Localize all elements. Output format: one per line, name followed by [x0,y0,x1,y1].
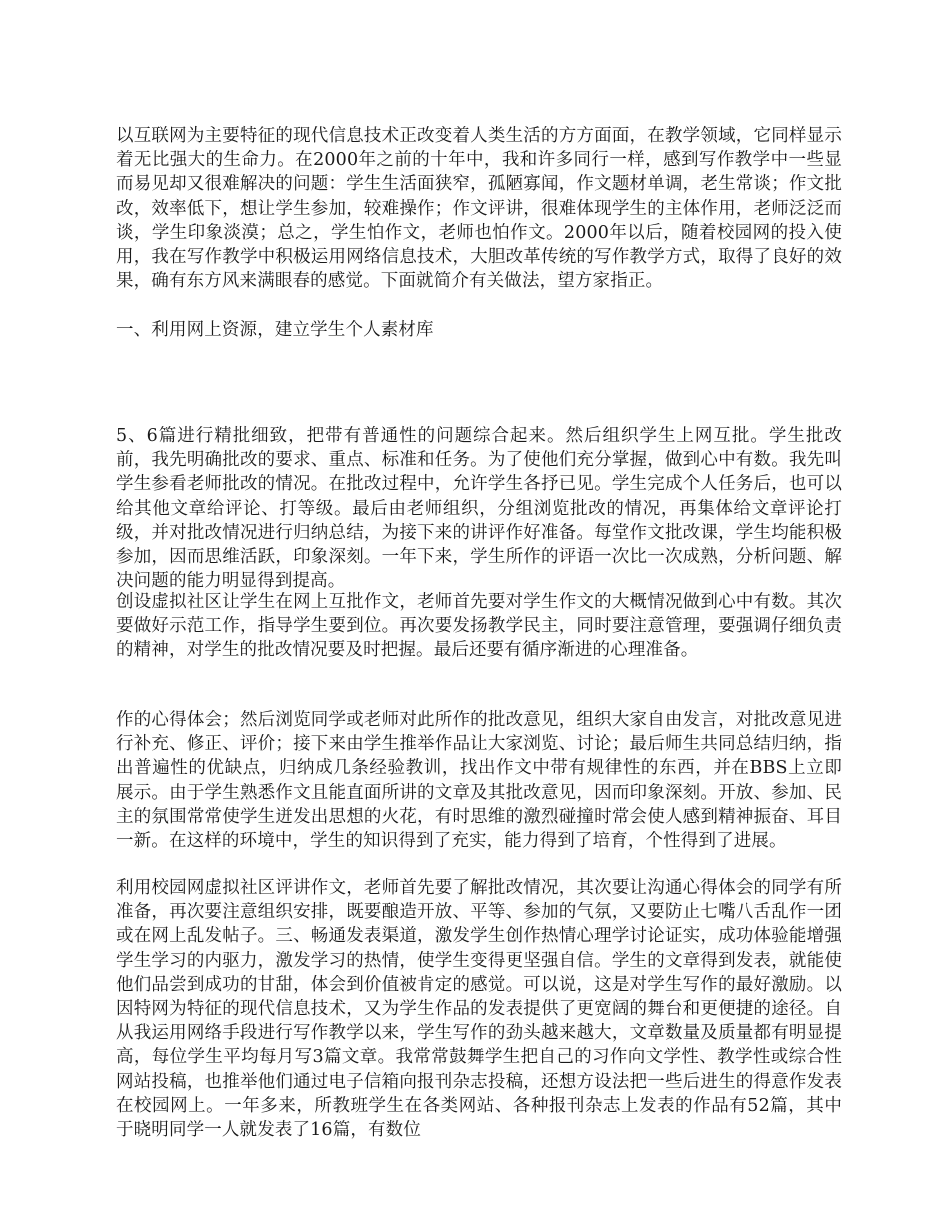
paragraph-publishing: 利用校园网虚拟社区评讲作文，老师首先要了解批改情况，其次要让沟通心得体会的同学有所准备，再次要注意组织安排，既要酿造开放、平等、参加的气氛，又要防止七嘴八舌乱作一团或在网上乱发帖子。三、畅通发表渠道，激发学生创作热情心理学讨论证实，成功体验能增强学生学习的内驱力，激发学习的热情，使学生变得更坚强自信。学生的文章得到发表，就能使他们品尝到成功的甘甜，体会到价值被肯定的感觉。可以说，这是对学生写作的最好激励。以因特网为特征的现代信息技术，又为学生作品的发表提供了更宽阔的舞台和更便捷的途径。自从我运用网络手段进行写作教学以来，学生写作的劲头越来越大，文章数量及质量都有明显提高，每位学生平均每月写3篇文章。我常常鼓舞学生把自己的习作向文学性、教学性或综合性网站投稿，也推举他们通过电子信箱向报刊杂志投稿，还想方设法把一些后进生的得意作发表在校园网上。一年多来，所教班学生在各类网站、各种报刊杂志上发表的作品有52篇，其中于晓明同学一人就发表了16篇，有数位 [116,878,842,1141]
section-heading: 一、利用网上资源，建立学生个人素材库 [116,320,434,340]
paragraph-virtual-community: 创设虚拟社区让学生在网上互批作文，老师首先要对学生作文的大概情况做到心中有数。其次要做好示范工作，指导学生要到位。再次要发扬教学民主，同时要注意管理，要强调仔细负责的精神，对学生的批改情况要及时把握。最后还要有循序渐进的心理准备。 [116,592,842,661]
paragraph-intro: 以互联网为主要特征的现代信息技术正改变着人类生活的方方面面，在教学领域，它同样显示着无比强大的生命力。在2000年之前的十年中，我和许多同行一样，感到写作教学中一些显而易见却又很难解决的问题：学生生活面狭窄，孤陋寡闻，作文题材单调，老生常谈；作文批改，效率低下，想让学生参加，较难操作；作文评讲，很难体现学生的主体作用，老师泛泛而谈，学生印象淡漠；总之，学生怕作文，老师也怕作文。2000年以后，随着校园网的投入使用，我在写作教学中积极运用网络信息技术，大胆改革传统的写作教学方式，取得了良好的效果，确有东方风来满眼春的感觉。下面就简介有关做法，望方家指正。 [116,126,842,292]
paragraph-discussion: 作的心得体会；然后浏览同学或老师对此所作的批改意见，组织大家自由发言，对批改意见进行补充、修正、评价；接下来由学生推举作品让大家浏览、讨论；最后师生共同总结归纳，指出普遍性的优缺点，归纳成几条经验教训，找出作文中带有规律性的东西，并在BBS上立即展示。由于学生熟悉作文且能直面所讲的文章及其批改意见，因而印象深刻。开放、参加、民主的氛围常常使学生迸发出思想的火花，有时思维的激烈碰撞时常会使人感到精神振奋、耳目一新。在这样的环境中，学生的知识得到了充实，能力得到了培育，个性得到了进展。 [116,710,842,852]
paragraph-peer-review: 5、6篇进行精批细致，把带有普通性的问题综合起来。然后组织学生上网互批。学生批改前，我先明确批改的要求、重点、标准和任务。为了使他们充分掌握，做到心中有数。我先叫学生参看老师批改的情况。在批改过程中，允许学生各抒已见。学生完成个人任务后，也可以给其他文章给评论、打等级。最后由老师组织，分组浏览批改的情况，再集体给文章评论打级，并对批改情况进行归纳总结，为接下来的讲评作好准备。每堂作文批改课，学生均能积极参加，因而思维活跃，印象深刻。一年下来，学生所作的评语一次比一次成熟，分析问题、解决问题的能力明显得到提高。 [116,426,842,592]
